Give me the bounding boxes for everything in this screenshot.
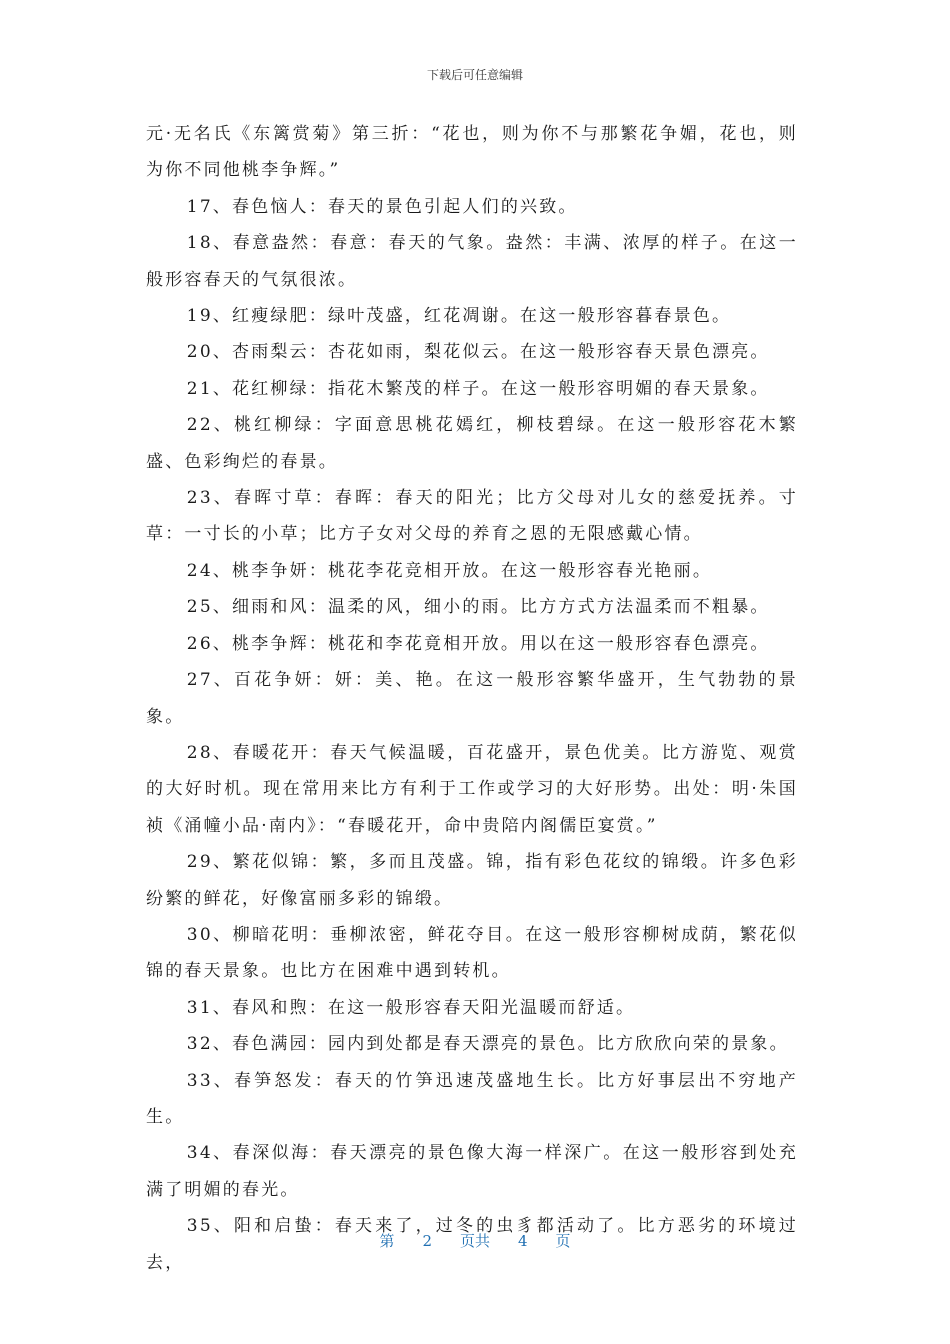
paragraph: 17、春色恼人：春天的景色引起人们的兴致。	[186, 196, 578, 217]
paragraph: 19、红瘦绿肥：绿叶茂盛，红花凋谢。在这一般形容暮春景色。	[186, 306, 732, 327]
paragraph: 25、细雨和风：温柔的风，细小的雨。比方方式方法温柔而不粗暴。	[186, 597, 770, 618]
total-pages: 4	[518, 1232, 528, 1250]
document-body	[146, 116, 798, 1281]
paragraph: 26、桃李争辉：桃花和李花竟相开放。用以在这一般形容春色漂亮。	[186, 633, 770, 654]
paragraph: 29、繁花似锦：繁，多而且茂盛。锦，指有彩色花纹的锦缎。许多色彩纷繁的鲜花，好像富丽多彩的锦缎。	[146, 852, 798, 909]
page-footer	[0, 1230, 950, 1251]
paragraph: 33、春笋怒发：春天的竹笋迅速茂盛地生长。比方好事层出不穷地产生。	[146, 1070, 798, 1127]
paragraph: 24、桃李争妍：桃花李花竞相开放。在这一般形容春光艳丽。	[186, 560, 713, 581]
paragraph: 35、阳和启蛰：春天来了，过冬的虫豸都活动了。比方恶劣的环境过去，	[146, 1216, 798, 1273]
paragraph: 30、柳暗花明：垂柳浓密，鲜花夺目。在这一般形容柳树成荫，繁花似锦的春天景象。也比方在困难中遇到转机。	[146, 924, 798, 982]
paragraph: 23、春晖寸草：春晖：春天的阳光；比方父母对儿女的慈爱抚养。寸草：一寸长的小草；比方子女对父母的养育之恩的无限感戴心情。	[146, 488, 798, 545]
page-header: 下载后可任意编辑	[426, 68, 523, 82]
paragraph: 21、花红柳绿：指花木繁茂的样子。在这一般形容明媚的春天景象。	[186, 378, 770, 399]
page-label: 第	[379, 1232, 395, 1250]
paragraph: 32、春色满园：园内到处都是春天漂亮的景色。比方欣欣向荣的景象。	[186, 1034, 789, 1055]
total-label: 页共	[459, 1232, 490, 1250]
paragraph: 20、杏雨梨云：杏花如雨，梨花似云。在这一般形容春天景色漂亮。	[186, 342, 770, 363]
paragraph: 元·无名氏《东篱赏菊》第三折：“花也，则为你不与那繁花争媚，花也，则为你不同他桃李争辉。”	[146, 124, 798, 181]
paragraph: 34、春深似海：春天漂亮的景色像大海一样深广。在这一般形容到处充满了明媚的春光。	[146, 1143, 798, 1200]
paragraph: 31、春风和煦：在这一般形容春天阳光温暖而舒适。	[186, 997, 636, 1018]
paragraph: 18、春意盎然：春意：春天的气象。盎然：丰满、浓厚的样子。在这一般形容春天的气氛很浓。	[146, 233, 798, 290]
paragraph: 22、桃红柳绿：字面意思桃花嫣红，柳枝碧绿。在这一般形容花木繁盛、色彩绚烂的春景。	[146, 415, 798, 472]
paragraph: 28、春暖花开：春天气候温暖，百花盛开，景色优美。比方游览、观赏的大好时机。现在常用来比方有利于工作或学习的大好形势。出处：明·朱国祯《涌幢小品·南内》：“春暖花开，命中贵陪内阁儒臣宴赏。”	[146, 742, 798, 836]
paragraph: 27、百花争妍：妍：美、艳。在这一般形容繁华盛开，生气勃勃的景象。	[146, 670, 798, 727]
page-number: 2	[422, 1232, 432, 1250]
end-label: 页	[555, 1232, 571, 1250]
